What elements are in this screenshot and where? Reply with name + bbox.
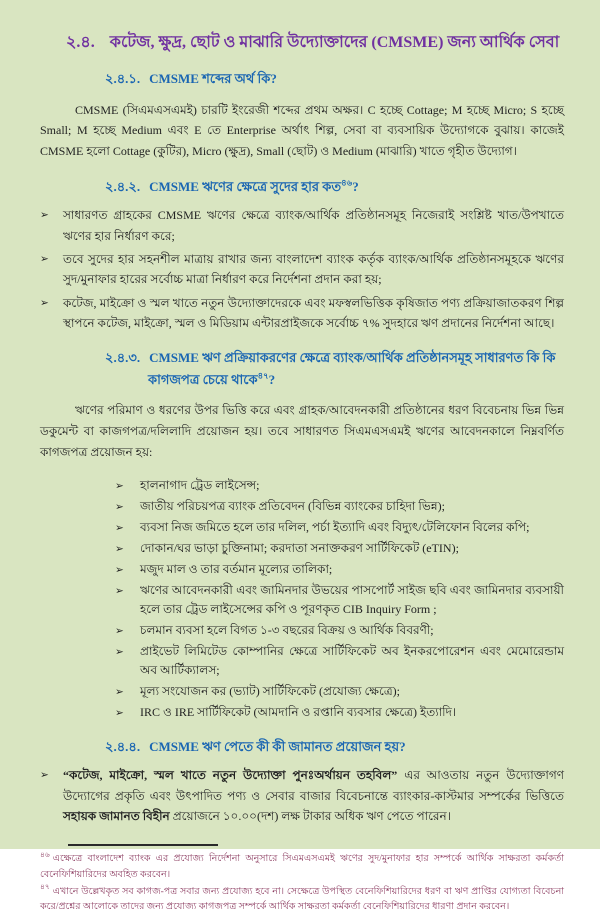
bullet-text: প্রাইভেট লিমিটেড কোম্পানির ক্ষেত্রে সার্টিফিকেট অব ইনকরপোরেশন এবং মেমোরেন্ডাম অব আর্টিক্যালস; xyxy=(140,643,564,677)
section-title-text: CMSME ঋণ পেতে কী কী জামানত প্রয়োজন হয়? xyxy=(149,738,406,754)
arrow-bullet-icon: ➢ xyxy=(115,522,124,535)
section-number: ২.৪.৩. xyxy=(105,350,141,366)
section-number: ২.৪.২. xyxy=(105,178,141,194)
bullet-item xyxy=(40,249,564,290)
bullet-item xyxy=(115,642,564,680)
arrow-bullet-icon: ➢ xyxy=(115,501,124,514)
bullet-item xyxy=(40,293,564,334)
bullet-list-interest-rate xyxy=(40,205,564,333)
bullet-item xyxy=(115,621,564,640)
arrow-bullet-icon: ➢ xyxy=(115,645,124,658)
arrow-bullet-icon: ➢ xyxy=(115,685,124,698)
question-mark: ? xyxy=(352,178,359,194)
footnote-marker: ৪৭ xyxy=(40,882,50,892)
bullet-text xyxy=(63,765,564,826)
footnote-text: এখানে উল্লেখকৃত সব কাগজ-পত্র সবার জন্য প্রযোজ্য হবে না। সেক্ষেত্রে উপস্থিত বেনেফিশিয়ারিদের ধরণ বা ঋণ প্রাপ্তির যোগ্যতা বিবেচনা করে/প্রশ্নের আলোকে তাদের জন্য প্রযোজ্য কাগজপত্র সম্পর্কে আর্থিক সাক্ষরতা কর্মকর্তা বেনেফিশিয়ারিদের ধারণা প্রদান করবেন। xyxy=(40,886,564,913)
section-title-text: CMSME ঋণ প্রক্রিয়াকরণের ক্ষেত্রে ব্যাংক/আর্থিক প্রতিষ্ঠানসমূহ সাধারণত কি কি কাগজপত্র চেয়ে থাকে xyxy=(148,350,556,387)
section-number: ২.৪.৪. xyxy=(105,738,141,754)
bullet-text: চলমান ব্যবসা হলে বিগত ১-৩ বছরের বিক্রয় ও আর্থিক বিবরণী; xyxy=(140,622,434,637)
bullet-item xyxy=(115,497,564,516)
arrow-bullet-icon: ➢ xyxy=(115,624,124,637)
footnote-47 xyxy=(40,882,564,916)
section-2-4-3 xyxy=(40,347,564,721)
bullet-item xyxy=(40,205,564,246)
section-heading-2-4-2 xyxy=(105,176,564,197)
bullet-text: কটেজ, মাইক্রো ও স্মল খাতে নতুন উদ্যোক্তাদেরকে এবং মফস্বলভিত্তিক কৃষিজাত পণ্য প্রক্রিয়াজাতকরণ শিল্প স্থাপনে কটেজ, মাইক্রো, স্মল ও মিডিয়াম এন্টারপ্রাইজকে সর্বোচ্চ ৭% সুদহারে ঋণ প্রদানের নির্দেশনা আছে। xyxy=(63,295,564,331)
bullet-item xyxy=(40,765,564,826)
section-2-4-2 xyxy=(40,176,564,334)
paragraph-documents-intro: ঋণের পরিমাণ ও ধরণের উপর ভিত্তি করে এবং গ্রাহক/আবেদনকারী প্রতিষ্ঠানের ধরণ বিবেচনায় ভিন্ন ভিন্ন ডকুমেন্ট বা কাজগপত্র/দলিলাদি প্রয়োজন হয়। তবে সাধারণত সিএমএসএমই ঋণের আবেদনকালে নিম্নবর্ণিত কাগজপত্র প্রয়োজন হয়: xyxy=(40,403,564,459)
arrow-bullet-icon: ➢ xyxy=(115,564,124,577)
footnote-text: এক্ষেত্রে বাংলাদেশ ব্যাংক এর প্রযোজ্য নির্দেশনা অনুসারে সিএমএসএমই ঋণের সুদ/মুনাফার হার সম্পর্কে আর্থিক সাক্ষরতা কর্মকর্তা বেনেফিশিয়ারিদের অবহিত করবেন। xyxy=(40,854,564,880)
bullet-text: তবে সুদের হার সহনশীল মাত্রায় রাখার জন্য বাংলাদেশ ব্যাংক কর্তৃক ব্যাংক/আর্থিক প্রতিষ্ঠানসমূহকে ঋণের সুদ/মুনাফার হারের সর্বোচ্চ মাত্রা নির্ধারণ করে নির্দেশনা প্রদান করা হয়; xyxy=(63,251,564,287)
section-heading-2-4-4 xyxy=(105,736,564,757)
arrow-bullet-icon: ➢ xyxy=(115,543,124,556)
footnote-divider xyxy=(68,844,218,846)
bullet-text: মজুদ মাল ও তার বর্তমান মূল্যের তালিকা; xyxy=(140,562,333,577)
section-heading-2-4-3 xyxy=(105,347,564,390)
page-title xyxy=(40,32,564,54)
paragraph-cmsme-meaning: CMSME (সিএমএসএমই) চারটি ইংরেজী শব্দের প্রথম অক্ষর। C হচ্ছে Cottage; M হচ্ছে Micro; S হচ্ছে Small; M হচ্ছে Medium এবং E তে Enterprise অর্থাৎ শিল্প, সেবা বা ব্যবসায়িক উদ্যোগকে বুঝায়। কাজেই CMSME হলো Cottage (কুটির), Micro (ক্ষুদ্র), Small (ছোট) ও Medium (মাঝারি) খাতে গৃহীত উদ্যোগ। xyxy=(40,102,564,159)
bullet-text: ব্যবসা নিজ জমিতে হলে তার দলিল, পর্চা ইত্যাদি এবং বিদ্যুৎ/টেলিফোন বিলের কপি; xyxy=(140,520,530,535)
arrow-bullet-icon: ➢ xyxy=(115,480,124,493)
bullet-item xyxy=(115,581,564,619)
section-heading-2-4-1 xyxy=(105,68,564,89)
section-2-4-4 xyxy=(40,736,564,827)
footnote-ref-47: ৪৭ xyxy=(257,370,269,381)
arrow-bullet-icon: ➢ xyxy=(40,252,49,265)
bullet-text-segment: প্রয়োজনে ১০.০০(দশ) লক্ষ টাকার অধিক ঋণ পেতে পারেন। xyxy=(169,808,451,823)
bullet-item xyxy=(115,703,564,722)
bullet-text: দোকান/ঘর ভাড়া চুক্তিনামা; করদাতা সনাক্তকরণ সার্টিফিকেট (eTIN); xyxy=(140,541,459,556)
bold-quoted-fund-name: “কটেজ, মাইক্রো, স্মল খাতে নতুন উদ্যোক্তা পুনঃঅর্থায়ন তহবিল” xyxy=(63,768,398,783)
section-number: ২.৪.১. xyxy=(105,71,141,87)
bold-collateral-free: সহায়ক জামানত বিহীন xyxy=(63,808,170,823)
arrow-bullet-icon: ➢ xyxy=(115,706,124,719)
footnote-46 xyxy=(40,852,564,883)
footnote-marker: ৪৬ xyxy=(40,850,50,860)
bullet-item xyxy=(115,682,564,701)
arrow-bullet-icon: ➢ xyxy=(40,296,49,309)
bullet-text: সাধারণত গ্রাহকের CMSME ঋণের ক্ষেত্রে ব্যাংক/আর্থিক প্রতিষ্ঠানসমূহ নিজেরাই সংশ্লিষ্ট খাত/উপখাতে ঋণের হার নির্ধারণ করে; xyxy=(63,208,564,243)
bullet-text: জাতীয় পরিচয়পত্র ব্যাংক প্রতিবেদন (বিভিন্ন ব্যাংকের চাহিদা ভিন্ন); xyxy=(140,499,445,514)
bullet-item xyxy=(115,518,564,537)
bullet-item xyxy=(115,560,564,579)
bullet-text: ঋণের আবেদনকারী এবং জামিনদার উভয়ের পাসপোর্ট সাইজ ছবি এবং জামিনদার ব্যবসায়ী হলে তার ট্রেড লাইসেন্সের কপি ও পূরণকৃত CIB Inquiry Form ; xyxy=(140,583,564,616)
arrow-bullet-icon: ➢ xyxy=(115,585,124,597)
section-title-text: CMSME শব্দের অর্থ কি? xyxy=(149,71,277,87)
section-title-text: CMSME ঋণের ক্ষেত্রে সুদের হার কত xyxy=(149,178,342,194)
footnotes xyxy=(40,852,564,916)
bullet-text-segment: এর আওতায় নতুন উদ্যোক্তাগণ উদ্যোগের প্রকৃতি এবং উৎপাদিত পণ্য ও সেবার বাজার বিবেচনান্তে ব্যাংকার-কাস্টমার সম্পর্কের ভিত্তিতে xyxy=(63,768,564,803)
section-2-4-1 xyxy=(40,68,564,161)
arrow-bullet-icon: ➢ xyxy=(40,769,49,782)
bullet-item xyxy=(115,476,564,495)
bullet-list-documents xyxy=(115,476,564,721)
page-title-text: কটেজ, ক্ষুদ্র, ছোট ও মাঝারি উদ্যোক্তাদের (CMSME) জন্য আর্থিক সেবা xyxy=(109,34,560,51)
bullet-list-collateral xyxy=(40,765,564,826)
bullet-item xyxy=(115,539,564,558)
bullet-text: IRC ও IRE সার্টিফিকেট (আমদানি ও রপ্তানি ব্যবসার ক্ষেত্রে) ইত্যাদি। xyxy=(140,704,457,719)
arrow-bullet-icon: ➢ xyxy=(40,209,49,222)
bullet-text: হালনাগাদ ট্রেড লাইসেন্স; xyxy=(140,478,260,493)
footnote-ref-46: ৪৬ xyxy=(341,177,353,188)
question-mark: ? xyxy=(268,371,276,387)
page-title-number: ২.৪. xyxy=(66,34,95,51)
bullet-text: মূল্য সংযোজন কর (ভ্যাট) সার্টিফিকেট (প্রযোজ্য ক্ষেত্রে); xyxy=(140,683,400,698)
